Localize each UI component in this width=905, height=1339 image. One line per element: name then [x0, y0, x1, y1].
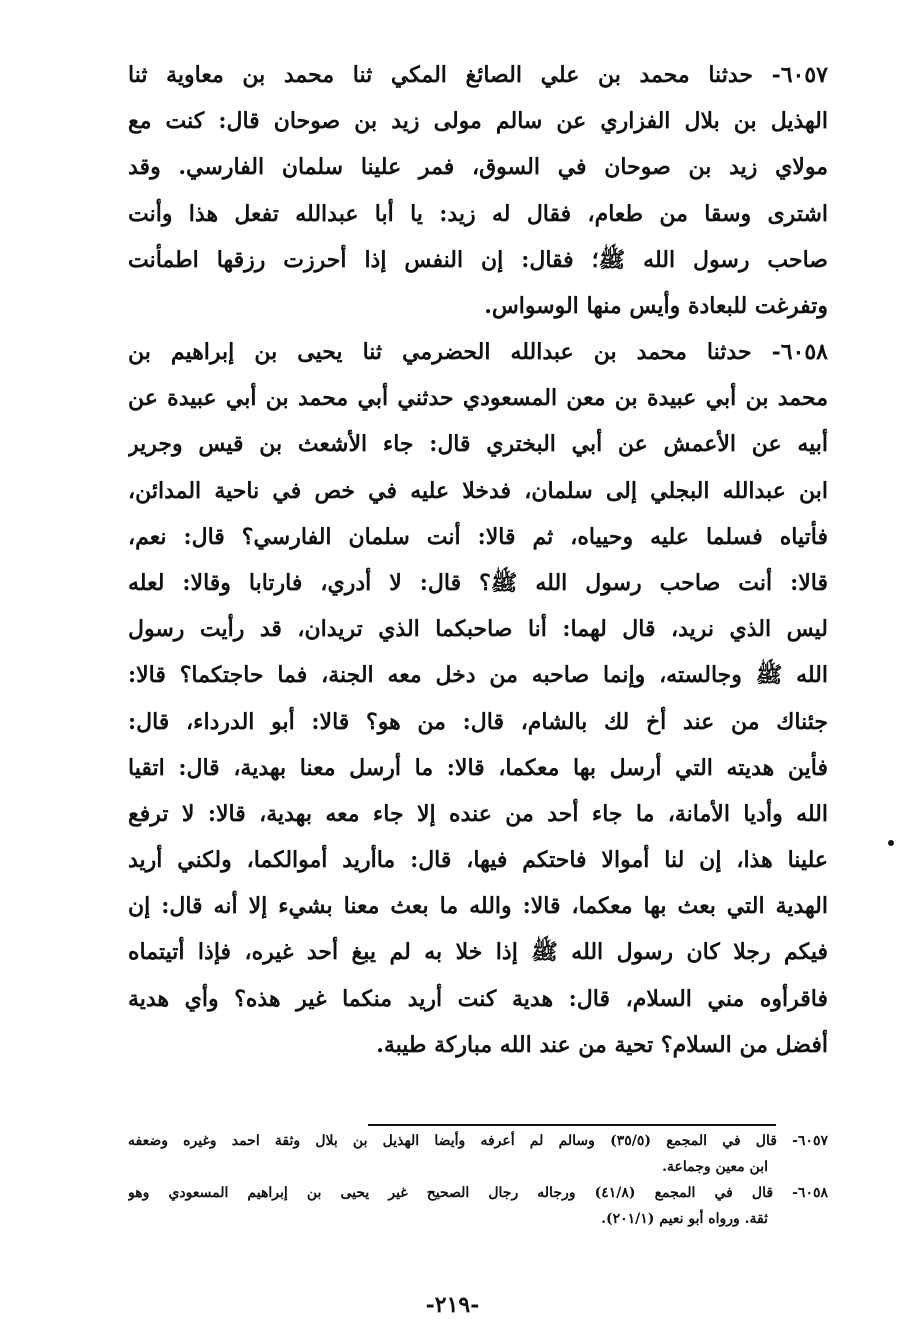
text-line: أفضل من السلام؟ تحية من عند الله مباركة طيبة. [376, 1031, 828, 1058]
text-line: فاقرأوه مني السلام، قال: هدية كنت أريد منكما غير هذه؟ وأي هدية [128, 985, 828, 1012]
footnote-line: ثقة. ورواه أبو نعيم (٢٠١/١). [601, 1211, 768, 1227]
text-line: الله وأديا الأمانة، ما جاء أحد من عنده إلا جاء معه بهدية، قالا: لا ترفع [128, 800, 828, 827]
text-line: فيكم رجلا كان رسول الله ﷺ إذا خلا به لم يبغ أحد غيره، فإذا أتيتماه [128, 939, 828, 966]
text-line: مولاي زيد بن صوحان في السوق، فمر علينا سلمان الفارسي. وقد [128, 154, 828, 181]
text-line: الهدية التي بعث بها معكما، قالا: والله ما بعث معنا بشيء إلا أنه قال: إن [128, 893, 828, 920]
footnote-line: ابن معين وجماعة. [662, 1159, 768, 1175]
text-line: ٦٠٥٧- حدثنا محمد بن علي الصائغ المكي ثنا محمد بن معاوية ثنا [128, 62, 828, 88]
text-line: الله ﷺ وجالسته، وإنما صاحبه من دخل معه الجنة، فما حاجتكما؟ قالا: [128, 662, 828, 689]
text-line: محمد بن أبي عبيدة بن معن المسعودي حدثني أبي محمد بن أبي عبيدة عن [128, 385, 828, 412]
text-line: اشترى وسقا من طعام، فقال له زيد: يا أبا عبدالله تفعل هذا وأنت [128, 200, 828, 227]
text-line: فأتياه فسلما عليه وحيياه، ثم قالا: أنت سلمان الفارسي؟ قال: نعم، [128, 523, 828, 550]
text-line: وتفرغت للبعادة وأيس منها الوسواس. [484, 292, 828, 319]
footnotes [128, 1128, 828, 1232]
text-line: ابن عبدالله البجلي إلى سلمان، فدخلا عليه في خص في ناحية المدائن، [128, 477, 828, 504]
text-line: أبيه عن الأعمش عن أبي البختري قال: جاء الأشعث بن قيس وجرير [128, 431, 828, 458]
text-line: ليس الذي نريد، قال لهما: أنا صاحبكما الذي تريدان، قد رأيت رسول [128, 616, 828, 643]
text-line: الهذيل بن بلال الفزاري عن سالم مولى زيد بن صوحان قال: كنت مع [128, 108, 828, 135]
text-line: ٦٠٥٨- حدثنا محمد بن عبدالله الحضرمي ثنا يحيى بن إبراهيم بن [128, 339, 828, 365]
text-line: علينا هذا، إن لنا أموالا فاحتكم فيها، قال: ماأريد أموالكما، ولكني أريد [128, 847, 828, 874]
footnote-line: ٦٠٥٧- قال في المجمع (٣٥/٥) وسالم لم أعرفه وأيضا الهذيل بن بلال وثقة احمد وغيره وضعفه [128, 1133, 828, 1149]
text-line: فأين هديته التي أرسل بها معكما، قالا: ما أرسل معنا بهدية، قال: اتقيا [128, 754, 828, 781]
text-line: قالا: أنت صاحب رسول الله ﷺ؟ قال: لا أدري، فارتابا وقالا: لعله [128, 569, 828, 596]
text-line: جئناك من عند أخ لك بالشام، قال: من هو؟ قالا: أبو الدرداء، قال: [128, 708, 828, 735]
scan-speck [888, 840, 894, 846]
text-line: صاحب رسول الله ﷺ؛ فقال: إن النفس إذا أحرزت رزقها اطمأنت [128, 246, 828, 273]
footnote-line: ٦٠٥٨- قال في المجمع (٤١/٨) ورجاله رجال الصحيح غير يحيى بن إبراهيم المسعودي وهو [128, 1185, 828, 1201]
hadith-6057 [128, 52, 828, 329]
hadith-6058 [128, 329, 828, 1068]
footnote-divider [368, 1124, 776, 1126]
page-number: -٢١٩- [425, 1292, 480, 1318]
